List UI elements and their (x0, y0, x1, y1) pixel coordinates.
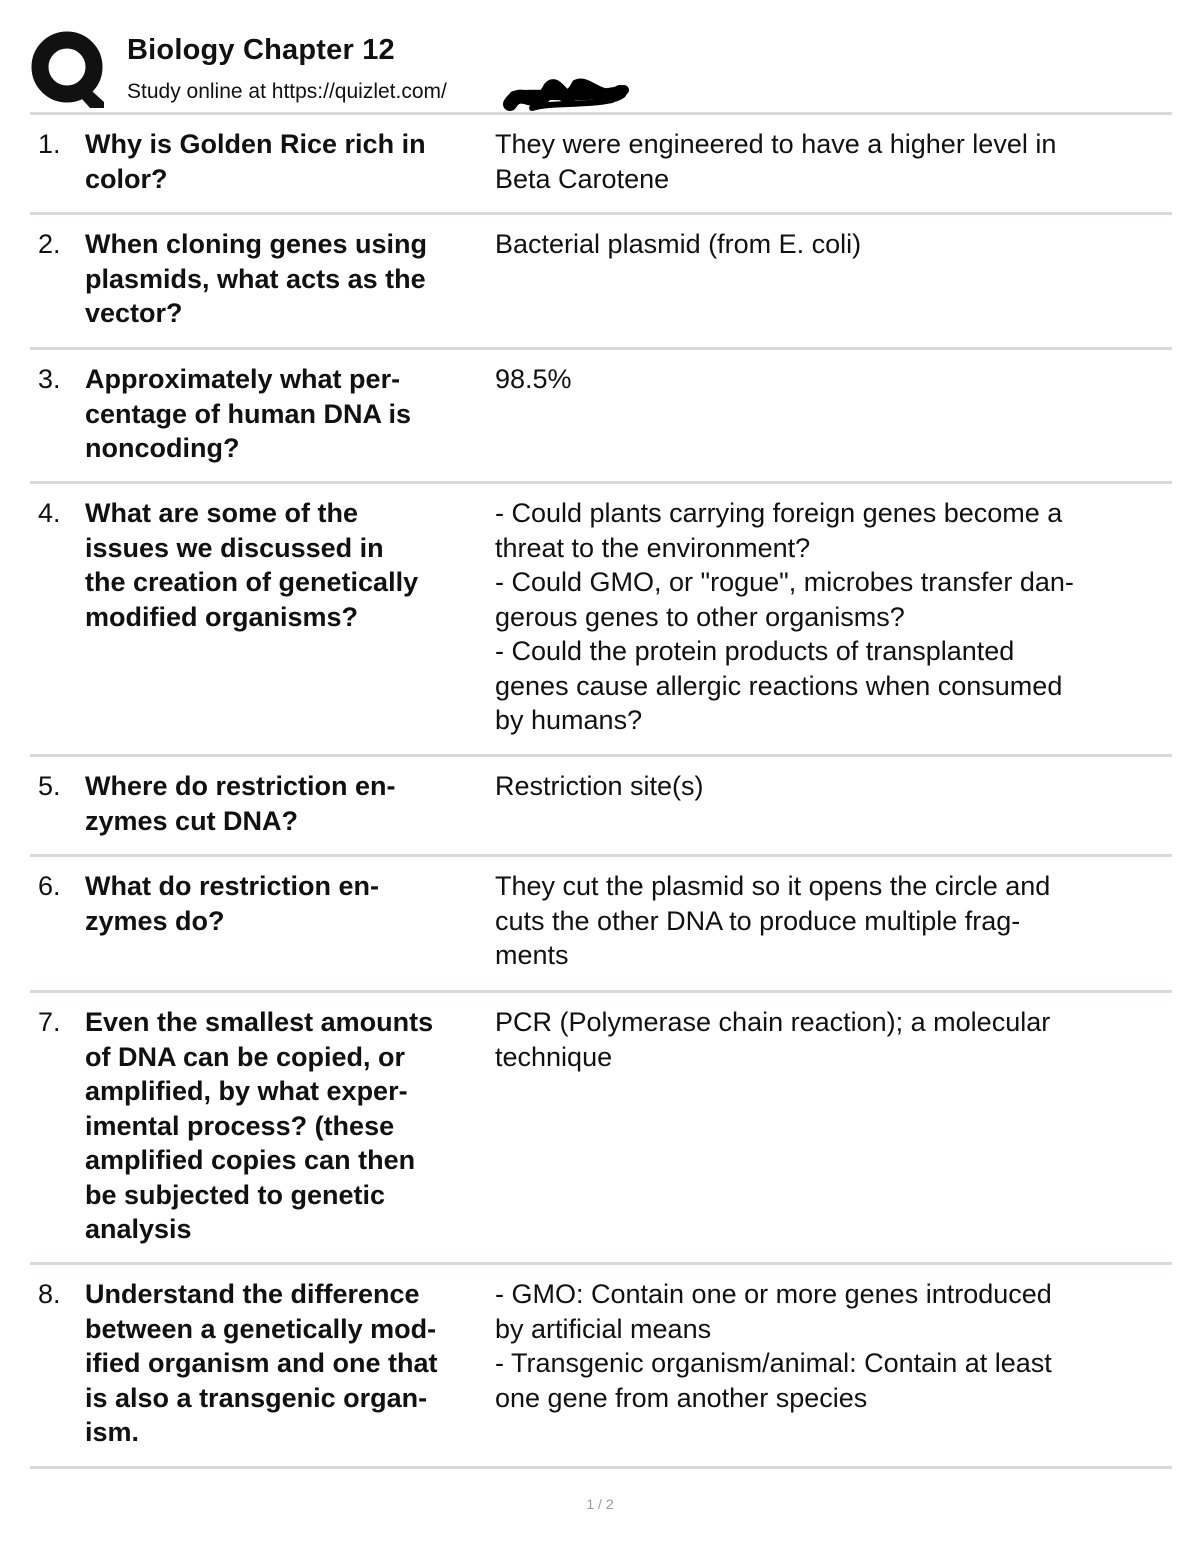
definition-line: They were engineered to have a higher level in (495, 129, 1057, 159)
divider (30, 854, 1172, 857)
card-term (85, 127, 487, 196)
term-line: Even the smallest amounts (85, 1007, 434, 1037)
term-line: plasmids, what acts as the (85, 263, 426, 294)
term-line: amplified copies can then (85, 1145, 416, 1175)
definition-line: They cut the plasmid so it opens the circle and (495, 871, 1051, 901)
definition-line: one gene from another species (495, 1382, 868, 1413)
card-definition (495, 362, 1172, 397)
divider (30, 112, 1172, 115)
card-number: 2. (38, 229, 61, 259)
term-line: zymes do? (85, 905, 225, 936)
page-title: Biology Chapter 12 (127, 34, 395, 66)
term-line: What do restriction en- (85, 871, 380, 901)
card-term (85, 1005, 487, 1247)
card-term (85, 362, 487, 466)
term-line: modified organisms? (85, 601, 359, 632)
term-line: is also a transgenic organ- (85, 1382, 428, 1413)
definition-line: 98.5% (495, 364, 572, 394)
page-header (30, 30, 1172, 110)
term-line: color? (85, 163, 168, 194)
card-definition (495, 1005, 1172, 1074)
term-line: issues we discussed in (85, 532, 384, 563)
term-line: Why is Golden Rice rich in (85, 129, 426, 159)
card-number: 8. (38, 1279, 61, 1309)
definition-line: Beta Carotene (495, 163, 670, 194)
card-definition (495, 869, 1172, 973)
card-number: 7. (38, 1007, 61, 1037)
definition-line: genes cause allergic reactions when consumed (495, 670, 1063, 701)
term-line: What are some of the (85, 498, 359, 528)
definition-line: - Could plants carrying foreign genes become a (495, 498, 1063, 528)
term-line: between a genetically mod- (85, 1313, 437, 1344)
study-online-link-text: Study online at https://quizlet.com/ (127, 80, 447, 103)
definition-line: - GMO: Contain one or more genes introduced (495, 1279, 1052, 1309)
card-definition (495, 127, 1172, 196)
term-line: Understand the difference (85, 1279, 420, 1309)
term-line: centage of human DNA is (85, 398, 412, 429)
divider (30, 1262, 1172, 1265)
term-line: ified organism and one that (85, 1348, 438, 1378)
card-term (85, 227, 487, 331)
quizlet-logo-icon (30, 30, 108, 108)
term-line: imental process? (these (85, 1110, 395, 1141)
definition-line: PCR (Polymerase chain reaction); a molecular (495, 1007, 1051, 1037)
card-definition (495, 769, 1172, 804)
definition-line: - Transgenic organism/animal: Contain at least (495, 1348, 1052, 1378)
definition-line: Bacterial plasmid (from E. coli) (495, 229, 862, 259)
term-line: noncoding? (85, 433, 240, 463)
divider (30, 1466, 1172, 1469)
card-term (85, 869, 487, 938)
divider (30, 754, 1172, 757)
definition-line: - Could GMO, or "rogue", microbes transfer dan- (495, 567, 1074, 597)
definition-line: threat to the environment? (495, 532, 811, 563)
card-term (85, 496, 487, 634)
card-number: 1. (38, 129, 61, 159)
definition-line: ments (495, 940, 569, 970)
definition-line: cuts the other DNA to produce multiple frag- (495, 905, 1021, 936)
definition-line: gerous genes to other organisms? (495, 601, 905, 632)
card-number: 3. (38, 364, 61, 394)
card-term (85, 1277, 487, 1450)
term-line: Approximately what per- (85, 364, 401, 394)
term-line: analysis (85, 1214, 192, 1244)
term-line: When cloning genes using (85, 229, 428, 259)
definition-line: by humans? (495, 705, 643, 735)
divider (30, 990, 1172, 993)
divider (30, 347, 1172, 350)
term-line: amplified, by what exper- (85, 1076, 408, 1106)
term-line: the creation of genetically (85, 567, 419, 597)
definition-line: - Could the protein products of transplanted (495, 636, 1015, 666)
term-line: vector? (85, 298, 183, 328)
term-line: Where do restriction en- (85, 771, 396, 801)
card-number: 6. (38, 871, 61, 901)
term-line: zymes cut DNA? (85, 805, 299, 836)
term-line: ism. (85, 1417, 140, 1447)
card-number: 4. (38, 498, 61, 528)
definition-line: Restriction site(s) (495, 771, 704, 801)
card-definition (495, 1277, 1172, 1415)
divider (30, 481, 1172, 484)
card-term (85, 769, 487, 838)
term-line: be subjected to genetic (85, 1179, 386, 1210)
page-indicator: 1 / 2 (586, 1496, 614, 1512)
term-line: of DNA can be copied, or (85, 1041, 406, 1072)
card-number: 5. (38, 771, 61, 801)
definition-line: by artificial means (495, 1313, 712, 1344)
definition-line: technique (495, 1041, 613, 1072)
card-definition (495, 227, 1172, 262)
divider (30, 212, 1172, 215)
card-definition (495, 496, 1172, 738)
